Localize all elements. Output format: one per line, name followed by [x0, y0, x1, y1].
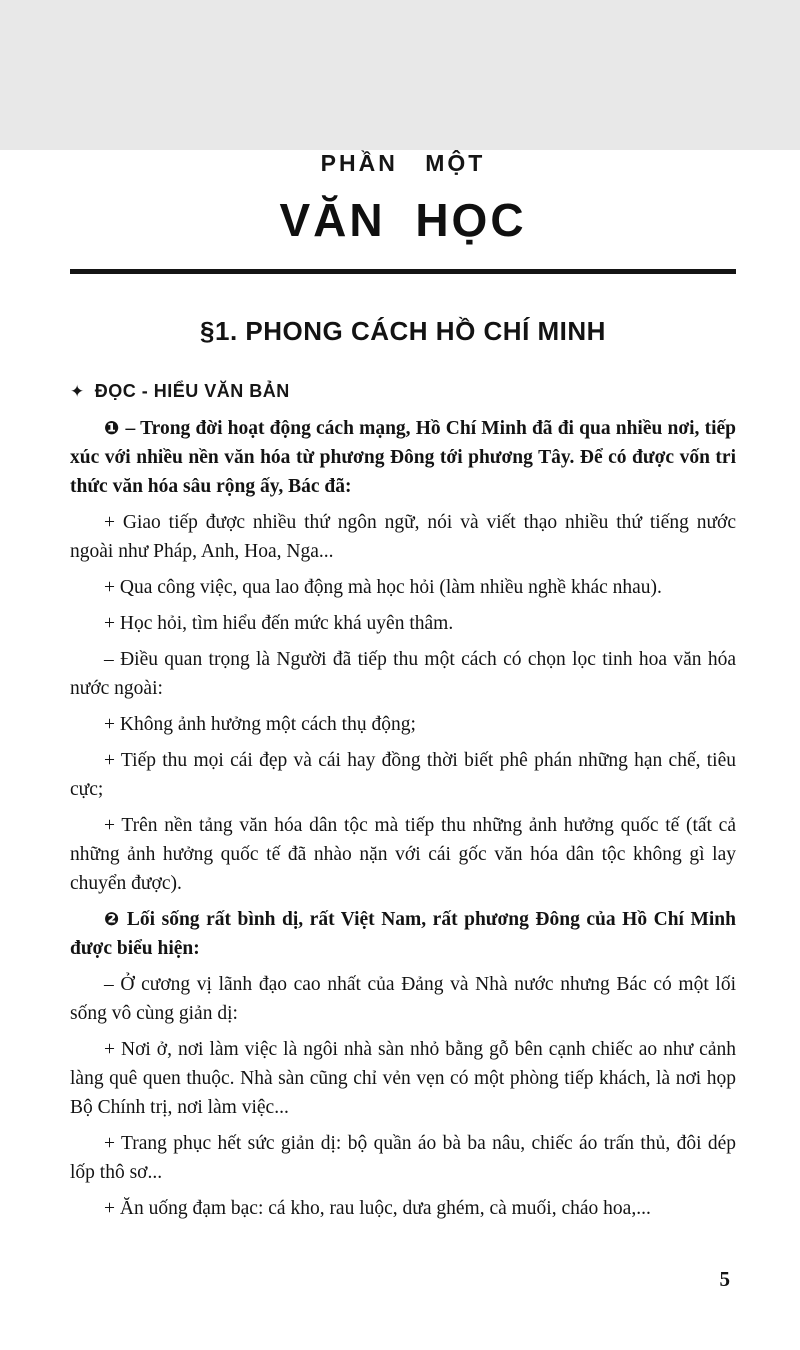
- body-text: [70, 410, 736, 1226]
- book-title: VĂN HỌC: [279, 194, 527, 246]
- paragraph: – Điều quan trọng là Người đã tiếp thu một cách có chọn lọc tinh hoa văn hóa nước ngoài:: [70, 649, 736, 699]
- part-label: PHẦN MỘT: [320, 150, 486, 176]
- paragraph: ❶ – Trong đời hoạt động cách mạng, Hồ Chí Minh đã đi qua nhiều nơi, tiếp xúc với nhiều nền văn hóa từ phương Đông tới phương Tây. Để có được vốn tri thức văn hóa sâu rộng ấy, Bác đã:: [70, 418, 736, 497]
- paragraph: + Giao tiếp được nhiều thứ ngôn ngữ, nói và viết thạo nhiều thứ tiếng nước ngoài như Pháp, Anh, Hoa, Nga...: [70, 512, 736, 562]
- numbered-bullet-icon: ❶: [104, 418, 120, 439]
- numbered-bullet-icon: ❷: [104, 909, 121, 930]
- paragraph: + Trang phục hết sức giản dị: bộ quần áo bà ba nâu, chiếc áo trấn thủ, đôi dép lốp thô sơ...: [70, 1133, 736, 1183]
- subsection-label: ĐỌC - HIỂU VĂN BẢN: [94, 381, 290, 401]
- divider-rule: [70, 269, 736, 274]
- diamond-icon: ✦: [70, 382, 85, 401]
- subsection-heading: [70, 381, 736, 402]
- paragraph: + Ăn uống đạm bạc: cá kho, rau luộc, dưa ghém, cà muối, cháo hoa,...: [104, 1198, 651, 1219]
- paragraph: ❷ Lối sống rất bình dị, rất Việt Nam, rất phương Đông của Hồ Chí Minh được biểu hiện:: [70, 909, 736, 959]
- paragraph: + Tiếp thu mọi cái đẹp và cái hay đồng thời biết phê phán những hạn chế, tiêu cực;: [70, 750, 736, 800]
- paragraph: + Không ảnh hưởng một cách thụ động;: [104, 714, 416, 735]
- page-number: 5: [719, 1267, 730, 1291]
- paragraph: – Ở cương vị lãnh đạo cao nhất của Đảng và Nhà nước nhưng Bác có một lối sống vô cùng giản dị:: [70, 974, 736, 1024]
- paragraph: + Trên nền tảng văn hóa dân tộc mà tiếp thu những ảnh hưởng quốc tế (tất cả những ảnh hưởng quốc tế đã nhào nặn với cái gốc văn hóa dân tộc không gì lay chuyển được).: [70, 815, 736, 894]
- book-page: [0, 150, 800, 1350]
- paragraph: + Qua công việc, qua lao động mà học hỏi (làm nhiều nghề khác nhau).: [104, 577, 662, 598]
- section-heading: §1. PHONG CÁCH HỒ CHÍ MINH: [200, 316, 606, 346]
- paragraph: + Học hỏi, tìm hiểu đến mức khá uyên thâm.: [104, 613, 454, 634]
- paragraph: + Nơi ở, nơi làm việc là ngôi nhà sàn nhỏ bằng gỗ bên cạnh chiếc ao như cảnh làng quê quen thuộc. Nhà sàn cũng chỉ vẻn vẹn có một phòng tiếp khách, là nơi họp Bộ Chính trị, nơi làm việc...: [70, 1039, 736, 1118]
